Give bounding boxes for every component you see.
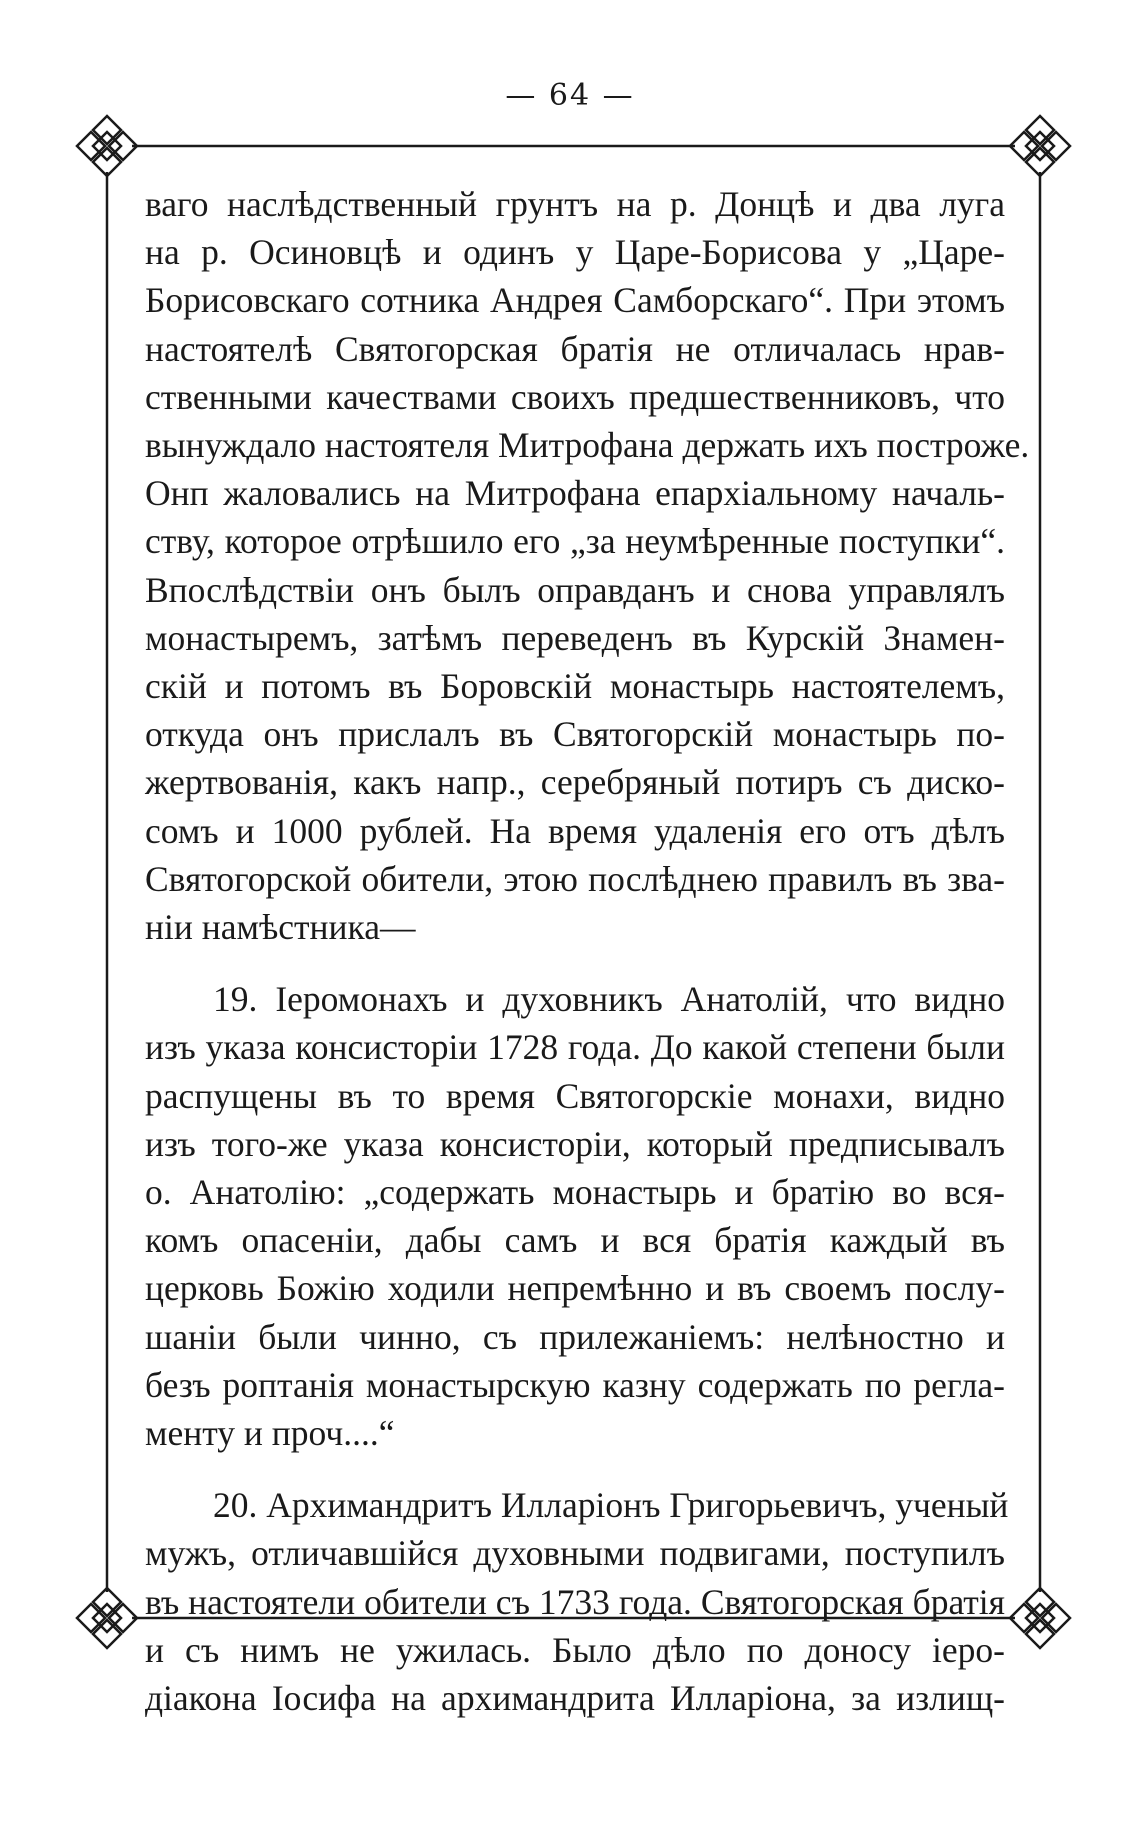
body-text (145, 180, 1030, 1722)
text-line: церковь Божію ходили непремѣнно и въ своемъ послу- (145, 1268, 1005, 1309)
text-line: Борисовскаго сотника Андрея Самборскаго“. При этомъ (145, 280, 1005, 321)
text-line: сомъ и 1000 рублей. На время удаленія его отъ дѣлъ (145, 810, 1005, 851)
text-line: вынуждало настоятеля Митрофана держать ихъ построже. (145, 425, 1030, 466)
text-line: 19. Іеромонахъ и духовникъ Анатолій, что видно (213, 979, 1005, 1020)
text-line: распущены въ то время Святогорскіе монахи, видно (145, 1075, 1005, 1116)
text-line: шаніи были чинно, съ прилежаніемъ: нелѣностно и (145, 1316, 1005, 1357)
text-line: монастыремъ, затѣмъ переведенъ въ Курскій Знамен- (145, 617, 1005, 658)
text-line: на р. Осиновцѣ и одинъ у Царе-Борисова у „Царе- (145, 232, 1005, 273)
text-line: о. Анатолію: „содержать монастырь и братію во вся- (145, 1172, 1005, 1213)
text-line: Онп жаловались на Митрофана епархіальному началь- (145, 473, 1005, 514)
text-line: Впослѣдствіи онъ былъ оправданъ и снова управлялъ (145, 569, 1005, 610)
paragraph-20 (145, 1481, 1009, 1722)
text-line: жертвованія, какъ напр., серебряный потиръ съ диско- (145, 762, 1005, 803)
text-line: діакона Іосифа на архимандрита Илларіона, за излищ- (145, 1678, 1005, 1719)
corner-ornament-top-right-icon (1010, 116, 1070, 176)
corner-ornament-bottom-right-icon (1010, 1588, 1070, 1648)
paragraph-19 (145, 975, 1005, 1457)
corner-ornament-top-left-icon (77, 116, 137, 176)
text-line: Святогорской обители, этою послѣднею правилъ въ зва- (145, 858, 1005, 899)
text-line: откуда онъ прислалъ въ Святогорскій монастырь по- (145, 714, 1005, 755)
text-line: настоятелѣ Святогорская братія не отличалась нрав- (145, 328, 1005, 369)
text-line: скій и потомъ въ Боровскій монастырь настоятелемъ, (145, 666, 1005, 707)
text-line: въ настоятели обители съ 1733 года. Святогорская братія (145, 1581, 1005, 1622)
text-line: ніи намѣстника— (145, 907, 416, 948)
page-number: — 64 — (505, 78, 635, 113)
text-line: ству, которое отрѣшило его „за неумѣренные поступки“. (145, 521, 1005, 562)
text-line: ственными качествами своихъ предшественниковъ, что (145, 376, 1005, 417)
text-line: ваго наслѣдственный грунтъ на р. Донцѣ и два луга (145, 184, 1005, 224)
corner-ornament-bottom-left-icon (77, 1588, 137, 1648)
paragraph-18-continuation (145, 180, 1030, 951)
text-line: менту и проч....“ (145, 1413, 395, 1454)
text-line: и съ нимъ не ужилась. Было дѣло по доносу іеро- (145, 1629, 1005, 1670)
text-line: 20. Архимандритъ Илларіонъ Григорьевичъ, ученый (213, 1485, 1009, 1526)
text-line: изъ указа консисторіи 1728 года. До какой степени были (145, 1027, 1005, 1068)
text-line: комъ опасеніи, дабы самъ и вся братія каждый въ (145, 1220, 1005, 1261)
text-line: изъ того-же указа консисторіи, который предписывалъ (145, 1123, 1005, 1164)
text-line: мужъ, отличавшійся духовными подвигами, поступилъ (145, 1533, 1005, 1574)
text-line: безъ роптанія монастырскую казну содержать по регла- (145, 1364, 1005, 1405)
